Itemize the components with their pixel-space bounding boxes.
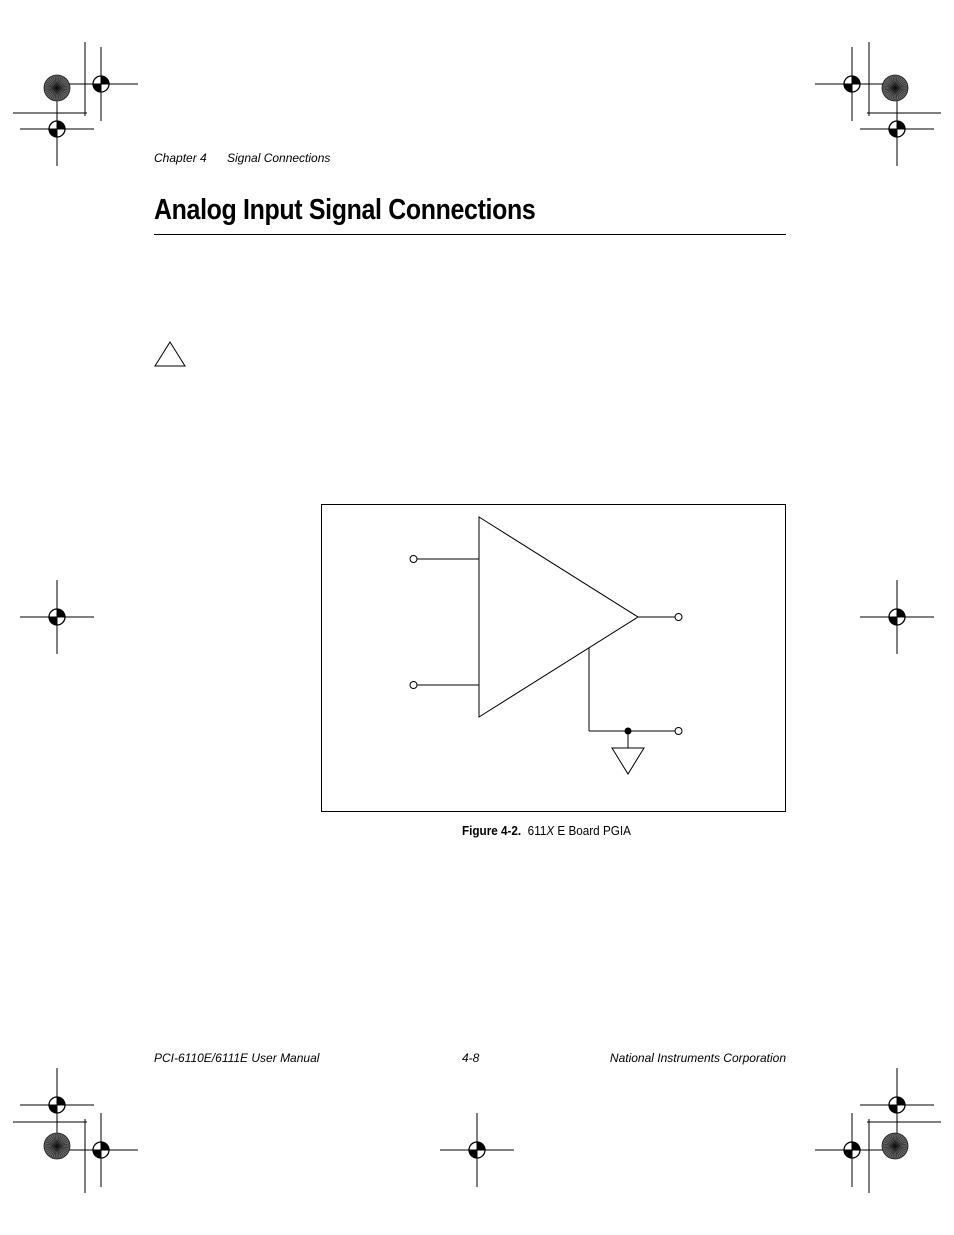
footer-company: National Instruments Corporation (609, 1051, 786, 1065)
footer-page-number: 4-8 (462, 1051, 480, 1065)
crop-registration-mark-icon (440, 1113, 514, 1187)
header-chapter: Chapter 4 (154, 151, 207, 165)
junction-dot (625, 728, 632, 735)
figure-caption-model-x: X (546, 823, 555, 838)
footer-manual-title: PCI-6110E/6111E User Manual (154, 1051, 320, 1065)
crop-registration-mark-icon (20, 1068, 94, 1142)
crop-registration-mark-icon (815, 1113, 889, 1187)
input-terminal-positive (410, 556, 417, 563)
pgia-figure (321, 504, 787, 813)
figure-caption-text: Board PGIA (565, 823, 631, 838)
figure-border (322, 505, 786, 812)
radial-color-target-icon (882, 75, 908, 101)
crop-registration-mark-icon (64, 47, 138, 121)
crop-registration-mark-icon (64, 1113, 138, 1187)
crop-registration-mark-icon (860, 1068, 934, 1142)
radial-color-target-icon (44, 1133, 70, 1159)
figure-caption (462, 823, 631, 838)
reference-terminal (675, 728, 682, 735)
title-rule (154, 234, 786, 235)
page-title: Analog Input Signal Connections (154, 194, 536, 226)
header-section: Signal Connections (227, 151, 331, 165)
caution-triangle-icon (154, 341, 186, 367)
input-terminal-negative (410, 682, 417, 689)
crop-registration-mark-icon (860, 92, 934, 166)
figure-caption-model-prefix: 611 (527, 823, 547, 838)
figure-caption-model-suffix: E (554, 823, 566, 838)
figure-caption-label: Figure 4-2. (462, 823, 522, 838)
crop-registration-mark-icon (860, 580, 934, 654)
crop-registration-mark-icon (20, 580, 94, 654)
crop-registration-mark-icon (815, 47, 889, 121)
radial-color-target-icon (44, 75, 70, 101)
radial-color-target-icon (882, 1133, 908, 1159)
output-terminal (675, 614, 682, 621)
crop-registration-mark-icon (20, 92, 94, 166)
